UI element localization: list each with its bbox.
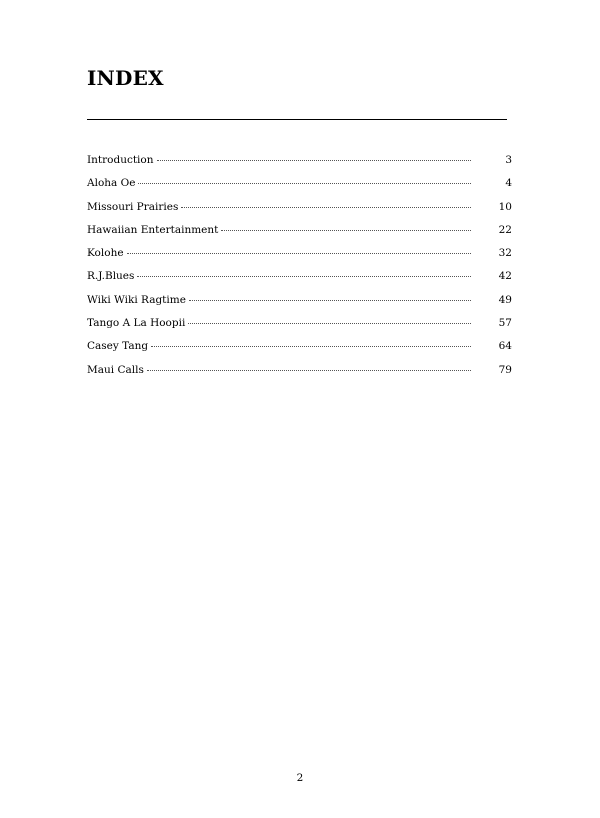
dot-leader [148,348,474,349]
dot-leader [178,209,474,210]
dot-leader [124,255,474,256]
index-entry [87,247,512,270]
index-entry-title: Casey Tang [87,340,149,353]
page-number: 2 [296,772,304,784]
dot-leader [154,162,475,163]
index-entry-page: 42 [498,270,512,283]
index-entry-title: Tango A La Hoopii [87,317,186,330]
index-entry [87,340,512,363]
index-entry [87,224,512,247]
index-entry-page: 32 [498,247,512,260]
index-entry-page: 4 [505,177,512,190]
title-underline [87,119,507,120]
dot-leader [144,372,474,373]
dot-leader [186,302,474,303]
index-entry-title: Kolohe [87,247,124,260]
index-entry-title: Wiki Wiki Ragtime [87,293,186,306]
index-entry-title: Introduction [87,154,154,166]
index-entry-page: 10 [498,200,512,213]
dot-leader [218,232,474,233]
index-entry-page: 3 [505,154,512,166]
index-entry [87,154,512,177]
index-list [87,154,512,387]
index-entry-page: 49 [498,293,512,306]
index-entry-page: 57 [498,317,512,330]
page-title: INDEX [87,66,164,90]
index-entry [87,294,512,317]
index-entry [87,177,512,200]
index-entry [87,364,512,387]
dot-leader [135,185,474,186]
index-entry [87,317,512,340]
index-entry [87,201,512,224]
index-entry-title: R.J.Blues [87,270,135,283]
index-entry-page: 64 [498,340,512,353]
dot-leader [134,278,474,279]
index-entry-title: Aloha Oe [87,177,136,190]
index-entry [87,270,512,293]
index-entry-page: 79 [498,363,512,376]
index-entry-title: Maui Calls [87,363,144,376]
index-entry-page: 22 [498,223,512,236]
dot-leader [185,325,474,326]
index-entry-title: Hawaiian Entertainment [87,223,219,236]
index-entry-title: Missouri Prairies [87,200,179,213]
